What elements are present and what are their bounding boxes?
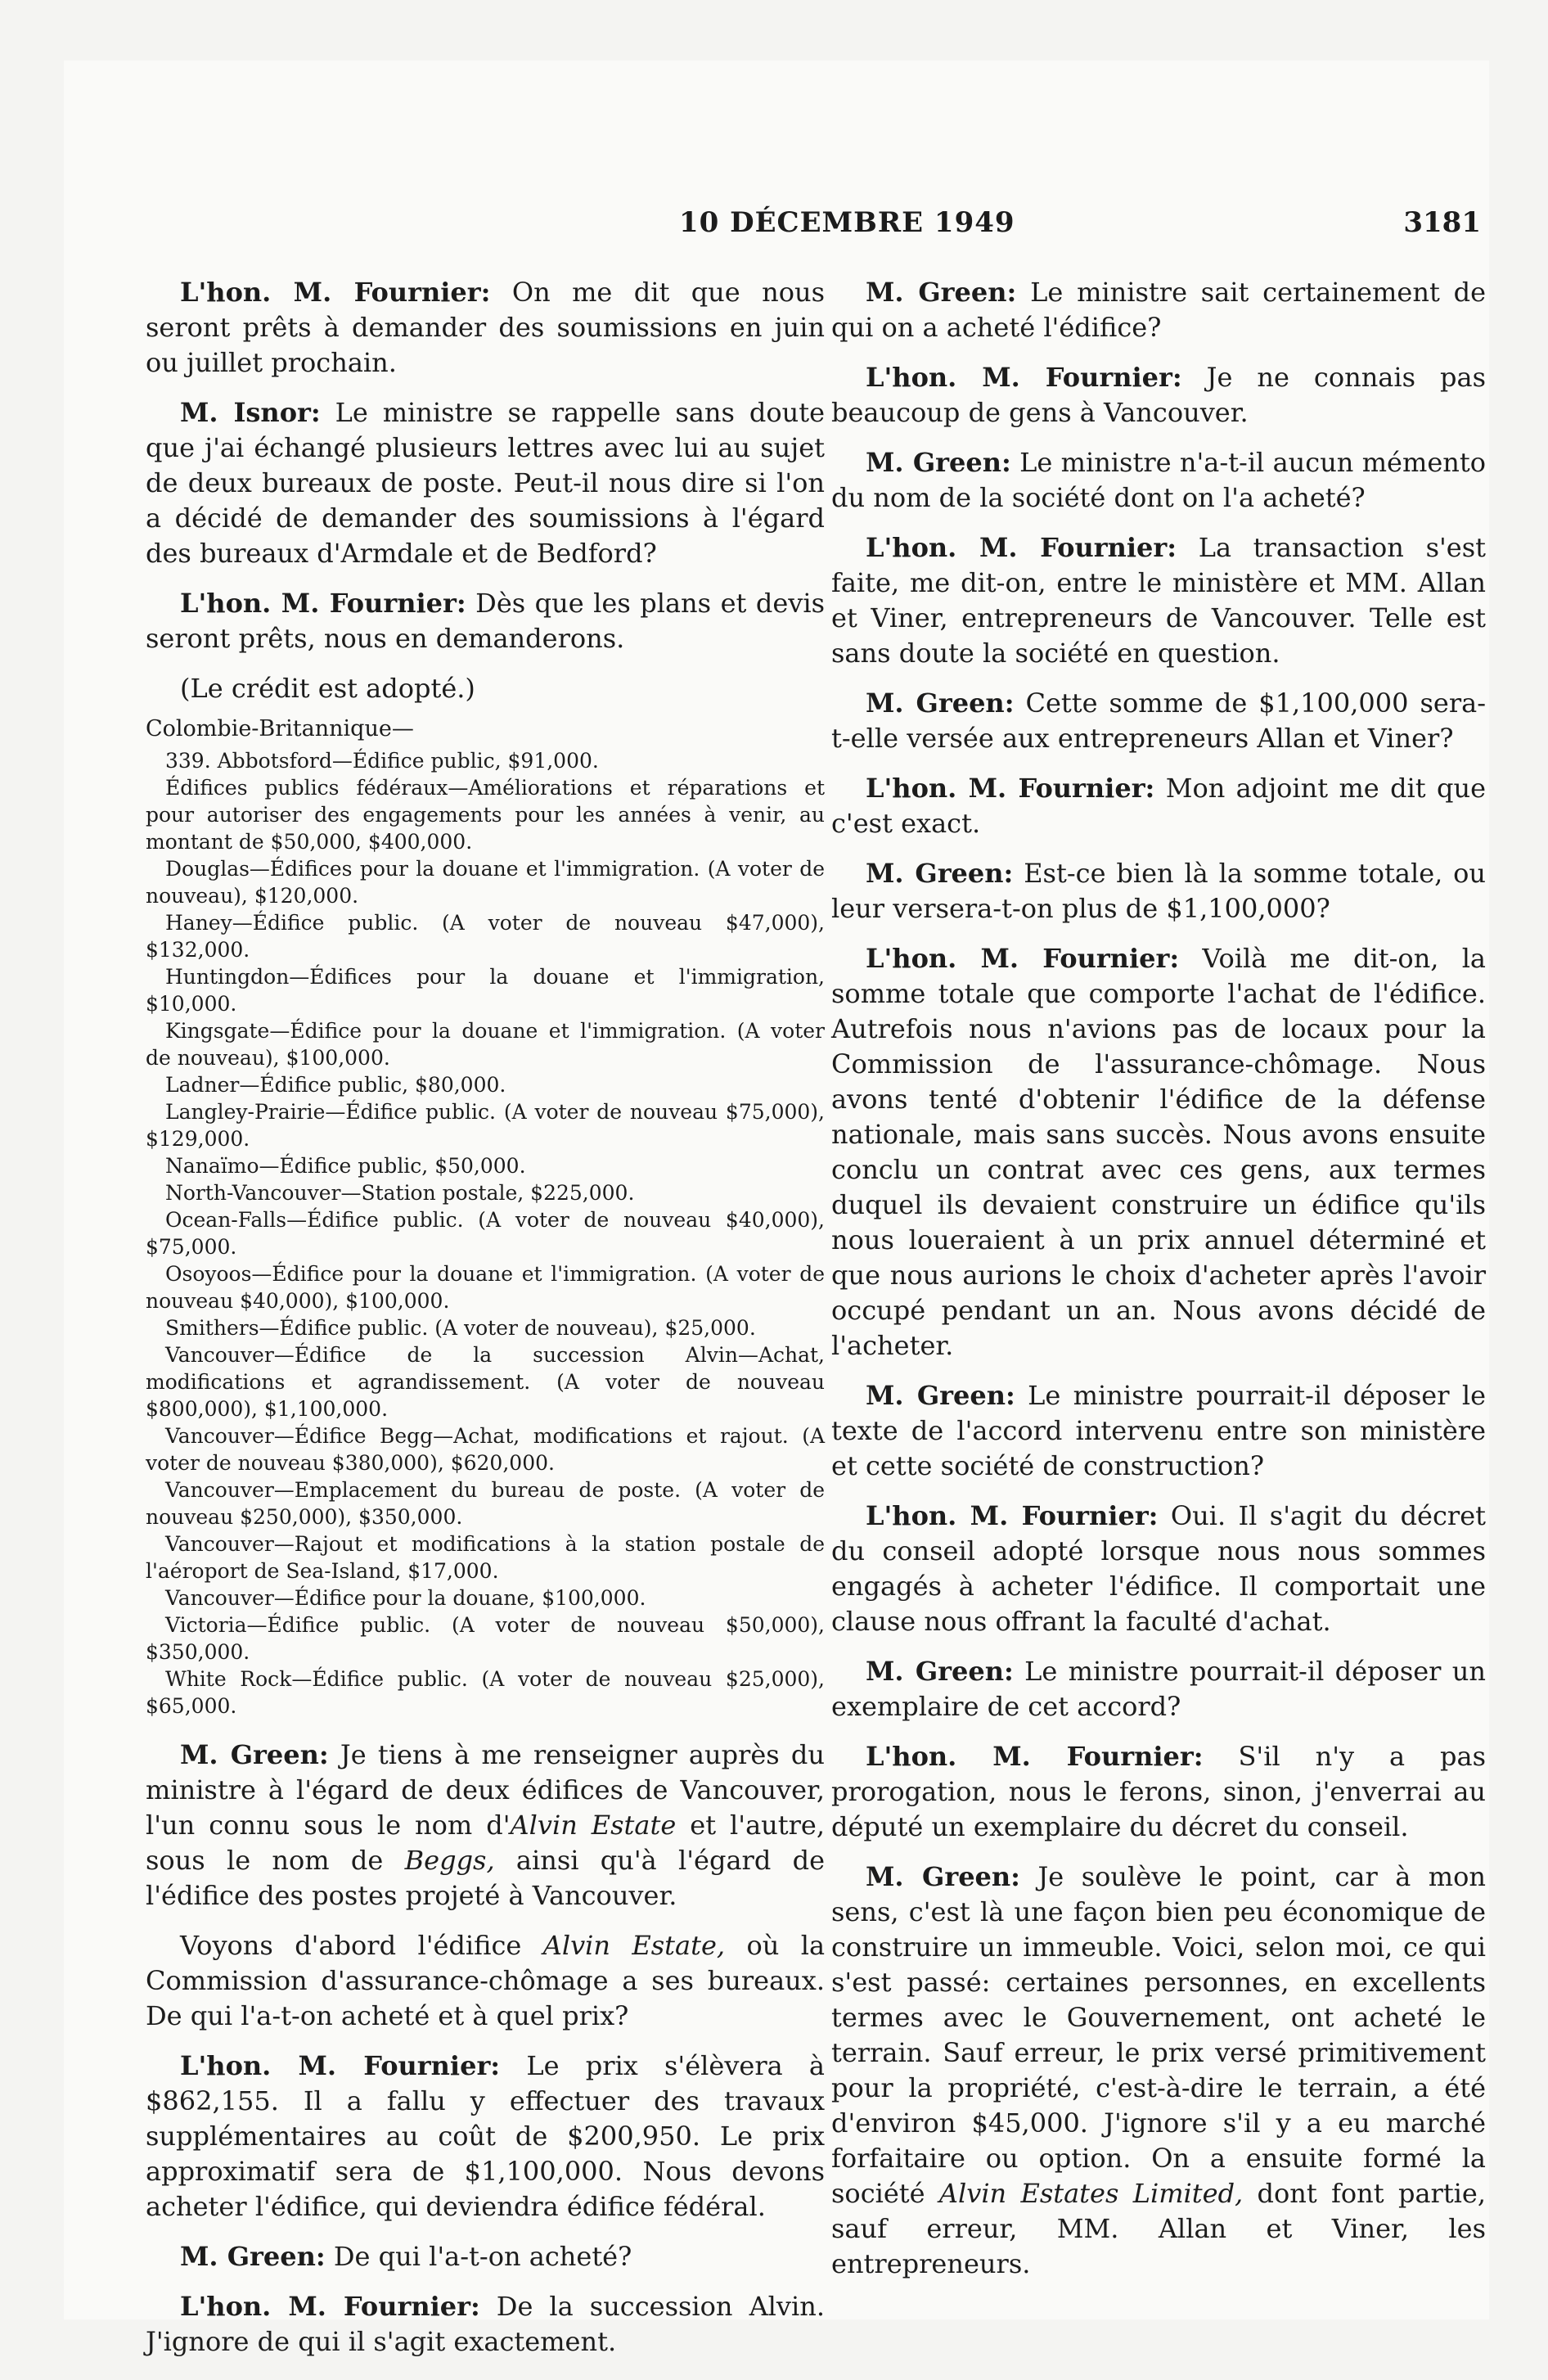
appropriation-list — [146, 714, 825, 1720]
speaker-name: L'hon. M. Fournier: — [866, 773, 1155, 804]
speech-text: Le ministre sait certainement de qui on a acheté l'édifice? — [831, 277, 1487, 343]
speech-text: S'il n'y a pas prorogation, nous le ferons, sinon, j'enverrai au député un exemplaire du décret du conseil. — [831, 1741, 1487, 1842]
paragraph — [146, 2049, 825, 2224]
paragraph — [146, 2239, 825, 2274]
right-column — [831, 275, 1486, 2297]
list-item: Huntingdon—Édifices pour la douane et l'immigration, $10,000. — [146, 965, 825, 1016]
speaker-name: L'hon. M. Fournier: — [866, 1500, 1159, 1531]
speaker-name: L'hon. M. Fournier: — [866, 362, 1182, 393]
list-item: Ocean-Falls—Édifice public. (A voter de nouveau $40,000), $75,000. — [146, 1208, 825, 1259]
paragraph — [146, 395, 825, 571]
paragraph — [831, 1378, 1486, 1484]
speech-text: Dès que les plans et devis seront prêts, nous en demanderons. — [146, 588, 825, 654]
list-item: Vancouver—Rajout et modifications à la station postale de l'aéroport de Sea-Island, $17,000. — [146, 1532, 825, 1583]
speech-text: De qui l'a-t-on acheté? — [325, 2241, 632, 2272]
speech-text: Le ministre pourrait-il déposer un exemplaire de cet accord? — [831, 1656, 1487, 1722]
paragraph — [146, 1738, 825, 1913]
paragraph — [831, 1499, 1486, 1639]
speaker-name: L'hon. M. Fournier: — [180, 2050, 501, 2081]
list-item: Vancouver—Emplacement du bureau de poste. (A voter de nouveau $250,000), $350,000. — [146, 1478, 825, 1529]
paragraph — [146, 586, 825, 656]
list-item: Haney—Édifice public. (A voter de nouveau $47,000), $132,000. — [146, 911, 825, 962]
paragraph — [146, 2289, 825, 2360]
list-item: Smithers—Édifice public. (A voter de nouveau), $25,000. — [165, 1316, 756, 1340]
speech-text: Le ministre n'a-t-il aucun mémento du nom de la société dont on l'a acheté? — [831, 447, 1487, 513]
paragraph — [831, 771, 1486, 841]
adopted-note: (Le crédit est adopté.) — [180, 673, 475, 704]
paragraph — [831, 445, 1486, 516]
list-item: Osoyoos—Édifice pour la douane et l'immigration. (A voter de nouveau $40,000), $100,000. — [146, 1262, 825, 1313]
speaker-name: L'hon. M. Fournier: — [180, 277, 491, 308]
speaker-name: M. Green: — [866, 277, 1017, 308]
speech-text: La transaction s'est faite, me dit-on, entre le ministère et MM. Allan et Viner, entrepreneurs de Vancouver. Telle est sans doute la société en question. — [831, 532, 1487, 669]
header-date: 10 DÉCEMBRE 1949 — [679, 206, 1015, 239]
speaker-name: L'hon. M. Fournier: — [180, 588, 466, 619]
list-item: Vancouver—Édifice Begg—Achat, modifications et rajout. (A voter de nouveau $380,000), $620,000. — [146, 1424, 825, 1475]
paragraph — [831, 1859, 1486, 2282]
speech-text: Voilà me dit-on, la somme totale que comporte l'achat de l'édifice. Autrefois nous n'avions pas de locaux pour la Commission de l'assurance-chômage. Nous avons tenté d'obtenir l'édifice de la défense nationale, mais sans succès. Nous avons ensuite conclu un contrat avec ces gens, aux termes duquel ils devaient construire un édifice qu'ils nous loueraient à un prix annuel déterminé et que nous aurions le choix d'acheter après l'avoir occupé pendant un an. Nous avons décidé de l'acheter. — [831, 943, 1487, 1361]
list-item: 339. Abbotsford—Édifice public, $91,000. — [165, 749, 599, 773]
paragraph — [831, 1739, 1486, 1845]
list-item: Vancouver—Édifice de la succession Alvin—Achat, modifications et agrandissement. (A voter de nouveau $800,000), $1,100,000. — [146, 1343, 825, 1421]
italic-name: Alvin Estate — [510, 1810, 677, 1841]
list-item: Victoria—Édifice public. (A voter de nouveau $50,000), $350,000. — [146, 1613, 825, 1664]
speech-text: et l'autre, sous le nom de — [146, 1810, 826, 1876]
speaker-name: L'hon. M. Fournier: — [866, 1741, 1204, 1772]
list-item: Édifices publics fédéraux—Améliorations et réparations et pour autoriser des engagements pour les années à venir, au montant de $50,000, $400,000. — [146, 776, 825, 854]
speech-text: Est-ce bien là la somme totale, ou leur versera-t-on plus de $1,100,000? — [831, 858, 1487, 924]
list-item: White Rock—Édifice public. (A voter de nouveau $25,000), $65,000. — [146, 1667, 825, 1718]
speaker-name: M. Green: — [180, 1739, 329, 1770]
speech-text: Voyons d'abord l'édifice — [180, 1930, 543, 1961]
paragraph — [831, 1654, 1486, 1724]
speaker-name: M. Green: — [866, 447, 1011, 478]
list-item: Kingsgate—Édifice pour la douane et l'immigration. (A voter de nouveau), $100,000. — [146, 1019, 825, 1070]
list-item: Douglas—Édifices pour la douane et l'immigration. (A voter de nouveau), $120,000. — [146, 857, 825, 908]
left-column — [146, 275, 825, 2374]
speech-text: De la succession Alvin. J'ignore de qui il s'agit exactement. — [146, 2291, 825, 2357]
speaker-name: L'hon. M. Fournier: — [180, 2291, 480, 2322]
paragraph — [831, 360, 1486, 430]
speaker-name: M. Green: — [866, 687, 1015, 719]
speech-text: On me dit que nous seront prêts à demander des soumissions en juin ou juillet prochain. — [146, 277, 826, 378]
italic-name: Alvin Estates Limited, — [938, 2178, 1244, 2209]
list-item: Nanaïmo—Édifice public, $50,000. — [165, 1154, 526, 1178]
speech-text: Je tiens à me renseigner auprès du ministre à l'égard de deux édifices de Vancouver, l'un connu sous le nom d' — [146, 1739, 826, 1841]
paragraph — [831, 530, 1486, 671]
speaker-name: M. Isnor: — [180, 397, 321, 428]
province-heading: Colombie-Britannique— — [146, 716, 414, 741]
paragraph — [146, 275, 825, 381]
paragraph — [831, 686, 1486, 756]
speaker-name: L'hon. M. Fournier: — [866, 532, 1177, 563]
italic-name: Alvin Estate, — [542, 1930, 726, 1961]
speaker-name: M. Green: — [866, 1380, 1015, 1411]
speech-text: Le ministre se rappelle sans doute que j'ai échangé plusieurs lettres avec lui au sujet de deux bureaux de poste. Peut-il nous dire si l'on a décidé de demander des soumissions à l'égard des bureaux d'Armdale et de Bedford? — [146, 397, 825, 569]
list-item: Ladner—Édifice public, $80,000. — [165, 1073, 506, 1097]
speech-text: où la Commission d'assurance-chômage a ses bureaux. De qui l'a-t-on acheté et à quel prix? — [146, 1930, 826, 2031]
speaker-name: M. Green: — [866, 858, 1014, 889]
speaker-name: L'hon. M. Fournier: — [866, 943, 1180, 974]
speaker-name: M. Green: — [180, 2241, 326, 2272]
list-item: Langley-Prairie—Édifice public. (A voter de nouveau $75,000), $129,000. — [146, 1100, 825, 1151]
speech-text: dont font partie, sauf erreur, MM. Allan et Viner, les entrepreneurs. — [831, 2178, 1487, 2279]
page-sheet — [64, 61, 1489, 2357]
speech-text: Je soulève le point, car à mon sens, c'est là une façon bien peu économique de construire un immeuble. Voici, selon moi, ce qui s'est passé: certaines personnes, en excellents termes avec le Gouvernement, ont acheté le terrain. Sauf erreur, le prix versé primitivement pour la propriété, c'est-à-dire le terrain, a été d'environ $45,000. J'ignore s'il y a eu marché forfaitaire ou option. On a ensuite formé la société — [831, 1861, 1487, 2209]
paragraph — [146, 1928, 825, 2034]
speech-text: Le ministre pourrait-il déposer le texte de l'accord intervenu entre son ministère et cette société de construction? — [831, 1380, 1487, 1481]
paragraph — [831, 275, 1486, 345]
speech-text: Le prix s'élèvera à $862,155. Il a fallu y effectuer des travaux supplémentaires au coût de $200,950. Le prix approximatif sera de $1,100,000. Nous devons acheter l'édifice, qui deviendra édifice fédéral. — [146, 2050, 826, 2222]
italic-name: Beggs, — [404, 1845, 495, 1876]
speech-text: Cette somme de $1,100,000 sera-t-elle versée aux entrepreneurs Allan et Viner? — [831, 687, 1486, 754]
list-item: Vancouver—Édifice pour la douane, $100,000. — [165, 1586, 646, 1610]
page-number: 3181 — [1403, 206, 1481, 239]
paragraph — [831, 856, 1486, 926]
list-item: North-Vancouver—Station postale, $225,000. — [165, 1181, 635, 1205]
speaker-name: M. Green: — [866, 1656, 1014, 1687]
speech-text: ainsi qu'à l'égard de l'édifice des postes projeté à Vancouver. — [146, 1845, 826, 1911]
page-header — [188, 206, 1481, 255]
speech-text: Je ne connais pas beaucoup de gens à Vancouver. — [831, 362, 1486, 428]
paragraph — [831, 941, 1486, 1364]
speaker-name: M. Green: — [866, 1861, 1020, 1892]
speech-text: Oui. Il s'agit du décret du conseil adopté lorsque nous nous sommes engagés à acheter l'édifice. Il comportait une clause nous offrant la faculté d'achat. — [831, 1500, 1487, 1637]
speech-text: Mon adjoint me dit que c'est exact. — [831, 773, 1487, 839]
